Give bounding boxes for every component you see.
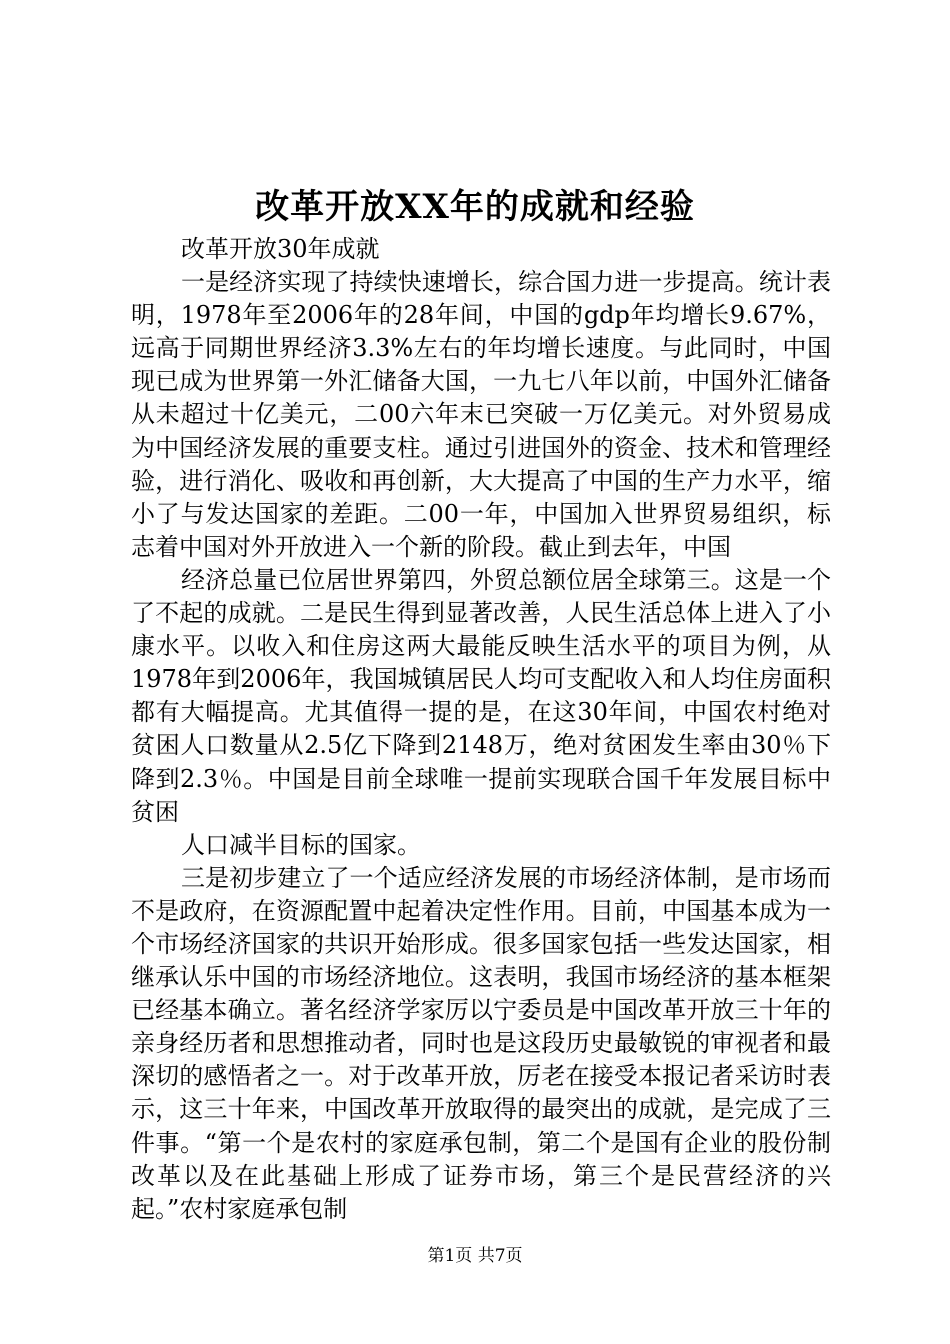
paragraph: 人口减半目标的国家。	[181, 830, 421, 859]
paragraph-heading: 改革开放30年成就	[181, 235, 380, 263]
paragraph: 三是初步建立了一个适应经济发展的市场经济体制，是市场而不是政府，在资源配置中起着决定性作用。目前，中国基本成为一个市场经济国家的共识开始形成。很多国家包括一些发达国家，相继承认乐中国的市场经济地位。这表明，我国市场经济的基本框架已经基本确立。著名经济学家厉以宁委员是中国改革开放三十年的亲身经历者和思想推动者，同时也是这段历史最敏锐的审视者和最深切的感悟者之一。对于改革开放，厉老在接受本报记者采访时表示，这三十年来，中国改革开放取得的最突出的成就，是完成了三件事。“第一个是农村的家庭承包制，第二个是国有企业的股份制改革以及在此基础上形成了证券市场，第三个是民营经济的兴起。”农村家庭承包制	[131, 863, 831, 1223]
paragraph: 一是经济实现了持续快速增长，综合国力进一步提高。统计表明，1978年至2006年的28年间，中国的gdp年均增长9.67%，远高于同期世界经济3.3%左右的年均增长速度。与此同时，中国现已成为世界第一外汇储备大国，一九七八年以前，中国外汇储备从未超过十亿美元，二00六年末已突破一万亿美元。对外贸易成为中国经济发展的重要支柱。通过引进国外的资金、技术和管理经验，进行消化、吸收和再创新，大大提高了中国的生产力水平，缩小了与发达国家的差距。二00一年，中国加入世界贸易组织，标志着中国对外开放进入一个新的阶段。截止到去年，中国	[131, 268, 831, 561]
document-title: 改革开放XX年的成就和经验	[255, 187, 695, 227]
page-footer: 第1页 共7页	[427, 1246, 523, 1266]
document-body	[131, 233, 831, 1226]
paragraph: 经济总量已位居世界第四，外贸总额位居全球第三。这是一个了不起的成就。二是民生得到显著改善，人民生活总体上进入了小康水平。以收入和住房这两大最能反映生活水平的项目为例，从1978年到2006年，我国城镇居民人均可支配收入和人均住房面积都有大幅提高。尤其值得一提的是，在这30年间，中国农村绝对贫困人口数量从2.5亿下降到2148万，绝对贫困发生率由30％下降到2.3％。中国是目前全球唯一提前实现联合国千年发展目标中贫困	[131, 565, 831, 826]
